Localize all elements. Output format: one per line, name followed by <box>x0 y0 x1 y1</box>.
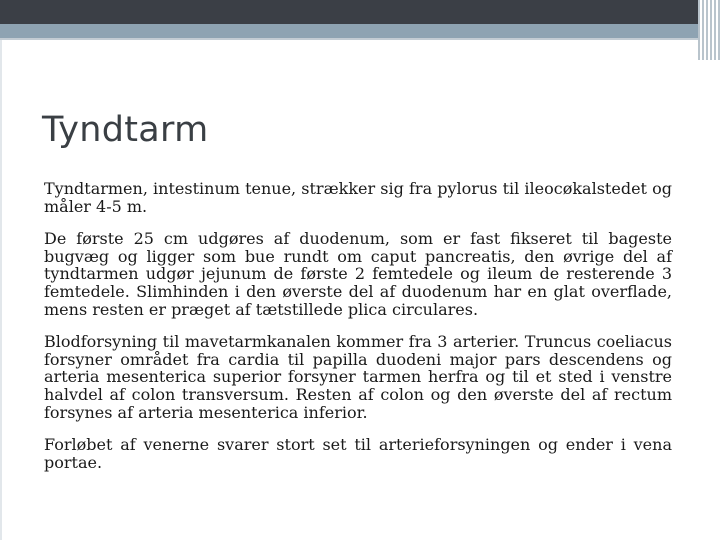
slide-body <box>44 180 672 486</box>
paragraph-duodenum: De første 25 cm udgøres af duodenum, som er fast fikseret til bageste bugvæg og ligger som bue rundt om caput pancreatis, den øvrige del af tyndtarmen udgør jejunum de første 2 femtedele og ileum de resterende 3 femtedele. Slimhinden i den øverste del af duodenum har en glat overflade, mens resten er præget af tætstillede plica circulares. <box>44 229 672 319</box>
slide-title: Tyndtarm <box>42 110 209 150</box>
header-bar-accent <box>0 24 720 38</box>
header-bar-divider <box>0 38 720 40</box>
paragraph-blood-supply: Blodforsyning til mavetarmkanalen kommer fra 3 arterier. Truncus coeliacus forsyner området fra cardia til papilla duodeni major pars descendens og arteria mesenterica superior forsyner tarmen herfra og til et sted i venstre halvdel af colon transversum. Resten af colon og den øverste del af rectum forsynes af arteria mesenterica inferior. <box>44 332 672 422</box>
corner-stripes-decoration <box>698 0 720 60</box>
left-edge-accent <box>0 40 2 540</box>
paragraph-intro: Tyndtarmen, intestinum tenue, strækker sig fra pylorus til ileocøkalstedet og måler 4-5 m. <box>44 179 672 216</box>
header-bar-dark <box>0 0 720 24</box>
paragraph-veins: Forløbet af venerne svarer stort set til arterieforsyningen og ender i vena portae. <box>44 435 672 472</box>
